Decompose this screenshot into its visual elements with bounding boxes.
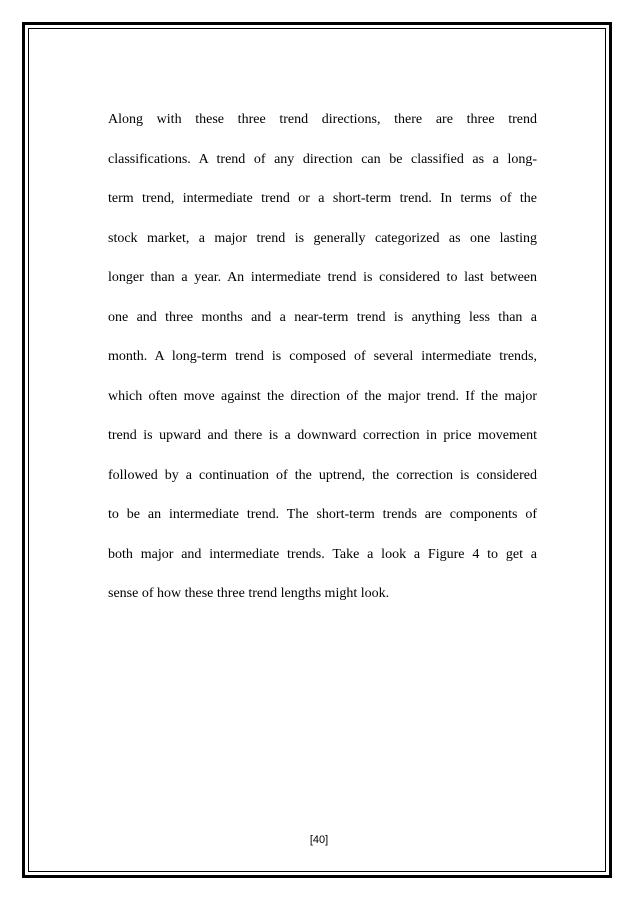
paragraph-line: classifications. A trend of any direction can be classified as a long-: [108, 151, 537, 167]
paragraph-line: term trend, intermediate trend or a short-term trend. In terms of the: [108, 191, 537, 206]
paragraph-line: which often move against the direction of the major trend. If the major: [108, 388, 537, 404]
paragraph-line: followed by a continuation of the uptrend, the correction is considered: [108, 467, 537, 483]
paragraph-line: stock market, a major trend is generally categorized as one lasting: [108, 230, 537, 246]
paragraph-line: both major and intermediate trends. Take a look a Figure 4 to get a: [108, 546, 537, 562]
paragraph-line: to be an intermediate trend. The short-term trends are components of: [108, 507, 537, 522]
body-paragraph: [108, 100, 537, 614]
page-number: [40]: [309, 834, 329, 846]
paragraph-line: trend is upward and there is a downward correction in price movement: [108, 428, 537, 443]
paragraph-line: longer than a year. An intermediate trend is considered to last between: [108, 270, 537, 285]
paragraph-line: Along with these three trend directions, there are three trend: [108, 112, 537, 127]
paragraph-line: one and three months and a near-term trend is anything less than a: [108, 309, 537, 325]
paragraph-line: month. A long-term trend is composed of several intermediate trends,: [108, 349, 537, 364]
paragraph-line: sense of how these three trend lengths might look.: [108, 586, 390, 601]
